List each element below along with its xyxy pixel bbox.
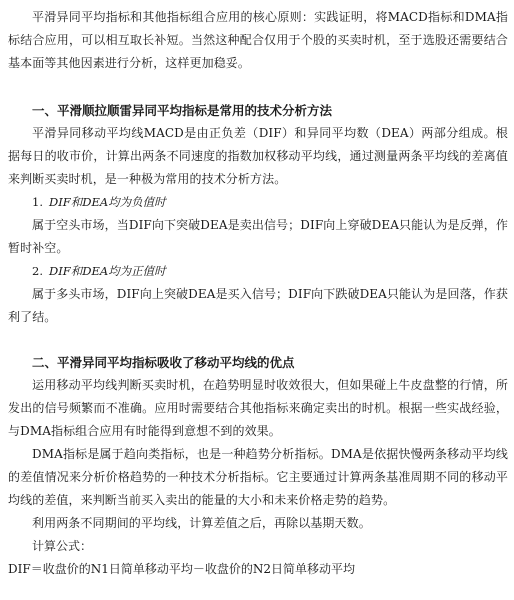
- spacer: [0, 75, 514, 99]
- section-2-paragraph-1: 运用移动平均线判断买卖时机，在趋势明显时收效很大，但如果碰上牛皮盘整的行情，所发出的信号频繁而不准确。应用时需要结合其他指标来确定卖出的时机。根据一些实战经验，与DMA指标组合应用有时能得到意想不到的效果。: [8, 378, 508, 438]
- formula-text: DIF＝收盘价的N1日简单移动平均－收盘价的N2日简单移动平均: [8, 562, 355, 576]
- formula-label: 计算公式：: [32, 539, 93, 553]
- item-number: 2.: [32, 264, 43, 278]
- section-2-paragraph-3: 利用两条不同期间的平均线，计算差值之后，再除以基期天数。: [32, 516, 371, 530]
- section-1-item-2-title: [0, 260, 514, 283]
- intro-paragraph: 平滑异同平均指标和其他指标组合应用的核心原则：实践证明，将MACD指标和DMA指标结合应用，可以相互取长补短。当然这种配合仅用于个股的买卖时机，至于选股还需要结合基本面等其他因素进行分析，这样更加稳妥。: [8, 10, 508, 70]
- item-number: 1.: [32, 195, 43, 209]
- section-2-paragraph-2: DMA指标是属于趋向类指标，也是一种趋势分析指标。DMA是依据快慢两条移动平均线的差值情况来分析价格趋势的一种技术分析指标。它主要通过计算两条基准周期不同的移动平均线的差值，来判断当前买入卖出的能量的大小和未来价格走势的趋势。: [8, 447, 508, 507]
- section-2-heading: 二、平滑异同平均指标吸收了移动平均线的优点: [32, 355, 295, 370]
- spacer: [0, 329, 514, 351]
- section-1-paragraph: 平滑异同移动平均线MACD是由正负差（DIF）和异同平均数（DEA）两部分组成。根据每日的收市价，计算出两条不同速度的指数加权移动平均线，通过测量两条平均线的差离值来判断买卖时机，是一种极为常用的技术分析方法。: [8, 126, 508, 186]
- section-1-item-2-text: 属于多头市场，DIF向上突破DEA是买入信号；DIF向下跌破DEA只能认为是回落，作获利了结。: [8, 287, 508, 324]
- item-title: DIF和DEA均为正值时: [48, 264, 166, 278]
- section-1-heading: 一、平滑顺拉顺雷异同平均指标是常用的技术分析方法: [32, 103, 333, 118]
- item-title: DIF和DEA均为负值时: [48, 195, 166, 209]
- section-1-item-1-title: [0, 191, 514, 214]
- section-1-item-1-text: 属于空头市场，当DIF向下突破DEA是卖出信号；DIF向上穿破DEA只能认为是反弹，作暂时补空。: [8, 218, 508, 255]
